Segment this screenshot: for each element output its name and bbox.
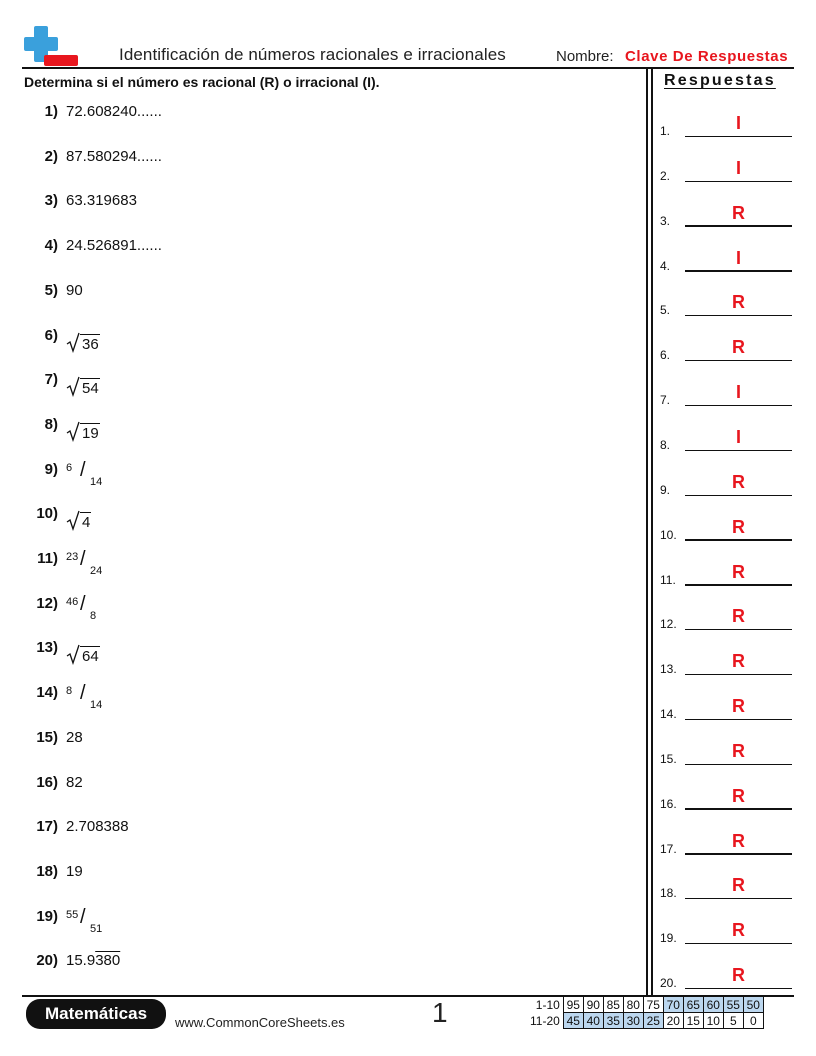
answer-item — [660, 151, 792, 183]
score-cell: 70 — [663, 997, 683, 1013]
fraction-numerator: 23 — [66, 551, 79, 563]
square-root-icon — [66, 643, 80, 665]
answer-item — [660, 913, 792, 945]
answer-value: R — [732, 561, 745, 582]
answer-line — [685, 450, 792, 451]
question-expression — [66, 906, 112, 941]
question-expression — [66, 952, 120, 970]
answer-value: R — [732, 202, 745, 223]
answer-number: 14. — [660, 707, 677, 722]
number-value: 87.580294...... — [66, 147, 162, 165]
question-item — [24, 458, 112, 491]
question-item — [24, 905, 112, 938]
page-number: 1 — [432, 997, 448, 1028]
answer-number: 16. — [660, 796, 677, 811]
column-divider — [651, 67, 653, 995]
answer-item — [660, 510, 792, 542]
number-value: 24.526891...... — [66, 237, 162, 255]
answer-value: R — [732, 920, 745, 941]
fraction-numerator: 8 — [66, 685, 73, 698]
instructions: Determina si el número es racional (R) o irracional (I). — [24, 74, 380, 90]
page-title: Identificación de números racionales e irracionales — [119, 45, 506, 64]
answer-value: R — [732, 830, 745, 851]
question-item — [24, 818, 129, 848]
decimal-prefix: 15.9 — [66, 952, 96, 970]
score-cell: 35 — [603, 1013, 623, 1029]
fraction-denominator: 14 — [90, 699, 103, 712]
score-cell: 95 — [563, 997, 583, 1013]
question-item — [24, 371, 100, 401]
score-cell: 80 — [623, 997, 643, 1013]
answer-line — [685, 853, 792, 854]
question-number: 11) — [37, 550, 58, 567]
question-number: 20) — [36, 952, 58, 970]
square-root — [66, 643, 100, 665]
question-item — [24, 416, 100, 446]
score-cell: 20 — [663, 1013, 683, 1029]
answer-number: 6. — [660, 348, 671, 363]
answer-item — [660, 285, 792, 317]
question-number: 8) — [44, 415, 58, 433]
answer-value: R — [732, 516, 745, 537]
answer-item — [660, 779, 792, 811]
score-row — [528, 997, 763, 1013]
answer-number: 5. — [660, 303, 671, 318]
question-number: 1) — [44, 103, 58, 120]
brand-badge: Matemáticas — [26, 999, 166, 1029]
answer-number: 2. — [660, 168, 671, 183]
question-expression — [66, 148, 162, 166]
answer-item — [660, 868, 792, 900]
answer-line — [685, 898, 792, 899]
answer-value: R — [732, 740, 745, 761]
answer-item — [660, 689, 792, 721]
question-expression — [66, 863, 83, 881]
answer-number: 3. — [660, 213, 671, 228]
answer-value: R — [732, 965, 745, 986]
question-item — [24, 729, 83, 759]
answer-value: I — [735, 113, 741, 133]
square-root — [66, 375, 100, 397]
answer-item — [660, 734, 792, 766]
score-cell: 75 — [643, 997, 663, 1013]
fraction-denominator: 24 — [90, 565, 103, 577]
fraction — [66, 459, 112, 489]
question-expression — [66, 509, 91, 536]
question-item — [24, 103, 162, 133]
fraction — [66, 593, 112, 623]
answer-value: R — [732, 606, 745, 627]
fraction — [66, 548, 112, 578]
answer-item — [660, 644, 792, 676]
question-number: 12) — [36, 594, 58, 612]
answer-item — [660, 958, 792, 990]
number-value: 19 — [66, 862, 83, 880]
question-number: 14) — [36, 684, 58, 702]
question-expression — [66, 548, 112, 583]
question-number: 7) — [44, 371, 58, 389]
question-item — [24, 863, 83, 893]
radicand: 54 — [82, 380, 99, 398]
answer-item — [660, 465, 792, 497]
fraction-slash: / — [80, 592, 86, 615]
question-number: 4) — [44, 237, 58, 255]
question-item — [24, 550, 112, 580]
answer-line — [685, 495, 792, 496]
square-root-icon — [66, 509, 80, 531]
question-expression — [66, 192, 137, 210]
answer-item — [660, 106, 792, 138]
answer-number: 9. — [660, 482, 671, 497]
plus-minus-logo-icon — [22, 24, 80, 68]
question-expression — [66, 643, 100, 670]
answer-item — [660, 196, 792, 228]
repeating-decimal — [66, 952, 120, 969]
radicand: 36 — [82, 335, 99, 353]
score-row — [528, 1013, 763, 1029]
answer-line — [685, 629, 792, 630]
answer-item — [660, 330, 792, 362]
number-value: 72.608240...... — [66, 103, 162, 120]
question-number: 2) — [44, 147, 58, 165]
answer-value: R — [732, 337, 745, 358]
score-cell: 40 — [583, 1013, 603, 1029]
score-cell: 15 — [683, 1013, 703, 1029]
question-expression — [66, 459, 112, 494]
repeating-digits: 380 — [95, 952, 121, 970]
radicand: 4 — [82, 514, 91, 532]
question-item — [24, 639, 100, 669]
fraction-numerator: 55 — [66, 908, 79, 921]
answer-number: 15. — [660, 751, 677, 766]
number-value: 63.319683 — [66, 192, 137, 210]
fraction-slash: / — [80, 458, 86, 481]
answer-value: R — [732, 785, 745, 806]
square-root — [66, 331, 100, 353]
question-item — [24, 282, 83, 312]
fraction-denominator: 14 — [90, 475, 103, 488]
number-value: 82 — [66, 773, 83, 791]
score-cell: 90 — [583, 997, 603, 1013]
number-value: 28 — [66, 728, 83, 746]
answer-number: 20. — [660, 976, 677, 991]
header-divider — [22, 67, 794, 69]
answer-line — [685, 360, 792, 361]
question-number: 17) — [36, 818, 58, 836]
answer-line — [685, 674, 792, 675]
square-root-icon — [66, 420, 80, 442]
score-cell: 45 — [563, 1013, 583, 1029]
answer-number: 12. — [660, 617, 677, 632]
fraction-slash: / — [80, 548, 86, 570]
answers-title: Respuestas — [664, 72, 776, 89]
question-expression — [66, 729, 83, 747]
radicand: 64 — [82, 648, 99, 666]
question-item — [24, 774, 83, 804]
question-expression — [66, 682, 112, 717]
answer-line — [685, 808, 792, 809]
square-root-icon — [66, 375, 80, 397]
answer-line — [685, 539, 792, 540]
fraction — [66, 682, 112, 712]
answer-value: R — [732, 471, 745, 492]
question-number: 16) — [36, 773, 58, 791]
answer-number: 1. — [660, 124, 671, 138]
question-number: 3) — [44, 192, 58, 210]
name-value: Clave De Respuestas — [625, 48, 789, 65]
question-expression — [66, 282, 83, 300]
question-number: 13) — [36, 639, 58, 657]
website-link[interactable]: www.CommonCoreSheets.es — [175, 1015, 345, 1030]
answer-line — [685, 719, 792, 720]
answer-line — [685, 136, 792, 137]
answer-number: 7. — [660, 393, 671, 408]
answer-number: 19. — [660, 931, 677, 946]
fraction-slash: / — [80, 682, 86, 705]
question-expression — [66, 593, 112, 628]
answer-line — [685, 988, 792, 989]
score-cell: 10 — [703, 1013, 723, 1029]
answer-value: I — [735, 247, 741, 268]
answer-number: 10. — [660, 527, 677, 542]
question-number: 10) — [36, 505, 58, 523]
score-range-label: 11-20 — [530, 1013, 560, 1028]
question-expression — [66, 331, 100, 358]
score-cell: 65 — [683, 997, 703, 1013]
answer-line — [685, 764, 792, 765]
question-expression — [66, 375, 100, 402]
score-cell: 85 — [603, 997, 623, 1013]
answer-line — [685, 270, 792, 271]
score-cell: 55 — [723, 997, 743, 1013]
question-item — [24, 684, 112, 714]
answer-value: R — [732, 292, 745, 313]
fraction-denominator: 51 — [90, 922, 103, 935]
question-item — [24, 505, 91, 535]
question-item — [24, 237, 162, 267]
question-item — [24, 952, 120, 982]
question-number: 18) — [36, 862, 58, 880]
answer-value: I — [735, 426, 741, 447]
score-cell: 50 — [743, 997, 763, 1013]
score-cell: 30 — [623, 1013, 643, 1029]
answer-number: 4. — [660, 258, 671, 273]
name-label: Nombre: — [556, 48, 614, 65]
question-expression — [66, 774, 83, 792]
answer-line — [685, 405, 792, 406]
answer-value: R — [732, 875, 745, 896]
question-number: 15) — [36, 728, 58, 746]
answer-line — [685, 943, 792, 944]
answer-line — [685, 584, 792, 585]
answer-item — [660, 599, 792, 631]
fraction-slash: / — [80, 905, 86, 928]
radicand: 19 — [82, 424, 99, 442]
answer-value: R — [732, 651, 745, 672]
answer-number: 11. — [660, 572, 676, 587]
question-expression — [66, 818, 129, 836]
score-table — [528, 996, 764, 1029]
answer-value: I — [735, 382, 741, 403]
question-item — [24, 592, 112, 625]
number-value: 90 — [66, 281, 83, 299]
score-cell: 5 — [723, 1013, 743, 1029]
number-value: 2.708388 — [66, 818, 129, 836]
square-root — [66, 509, 91, 531]
question-expression — [66, 420, 100, 447]
score-cell: 60 — [703, 997, 723, 1013]
answer-item — [660, 824, 792, 856]
answer-line — [685, 225, 792, 226]
question-number: 9) — [44, 460, 58, 478]
answer-item — [660, 241, 792, 273]
answer-number: 17. — [660, 841, 677, 856]
answer-line — [685, 181, 792, 182]
answer-number: 18. — [660, 886, 677, 901]
square-root-icon — [66, 331, 80, 353]
question-item — [24, 192, 137, 222]
fraction-denominator: 8 — [90, 609, 97, 622]
fraction-numerator: 6 — [66, 461, 73, 474]
question-expression — [66, 103, 162, 121]
score-cell: 25 — [643, 1013, 663, 1029]
answer-value: I — [735, 157, 741, 178]
answer-line — [685, 315, 792, 316]
answer-item — [660, 555, 792, 587]
answer-number: 13. — [660, 662, 677, 677]
score-cell: 0 — [743, 1013, 763, 1029]
answer-item — [660, 420, 792, 452]
answer-value: R — [732, 696, 745, 717]
column-divider — [646, 67, 648, 995]
question-number: 19) — [36, 907, 58, 925]
question-item — [24, 148, 162, 178]
question-number: 6) — [44, 326, 58, 344]
question-number: 5) — [44, 281, 58, 299]
question-expression — [66, 237, 162, 255]
answer-item — [660, 375, 792, 407]
score-range-label: 1-10 — [535, 997, 560, 1012]
fraction-numerator: 46 — [66, 595, 79, 608]
question-item — [24, 327, 100, 357]
fraction — [66, 906, 112, 936]
answer-number: 8. — [660, 437, 671, 452]
square-root — [66, 420, 100, 442]
